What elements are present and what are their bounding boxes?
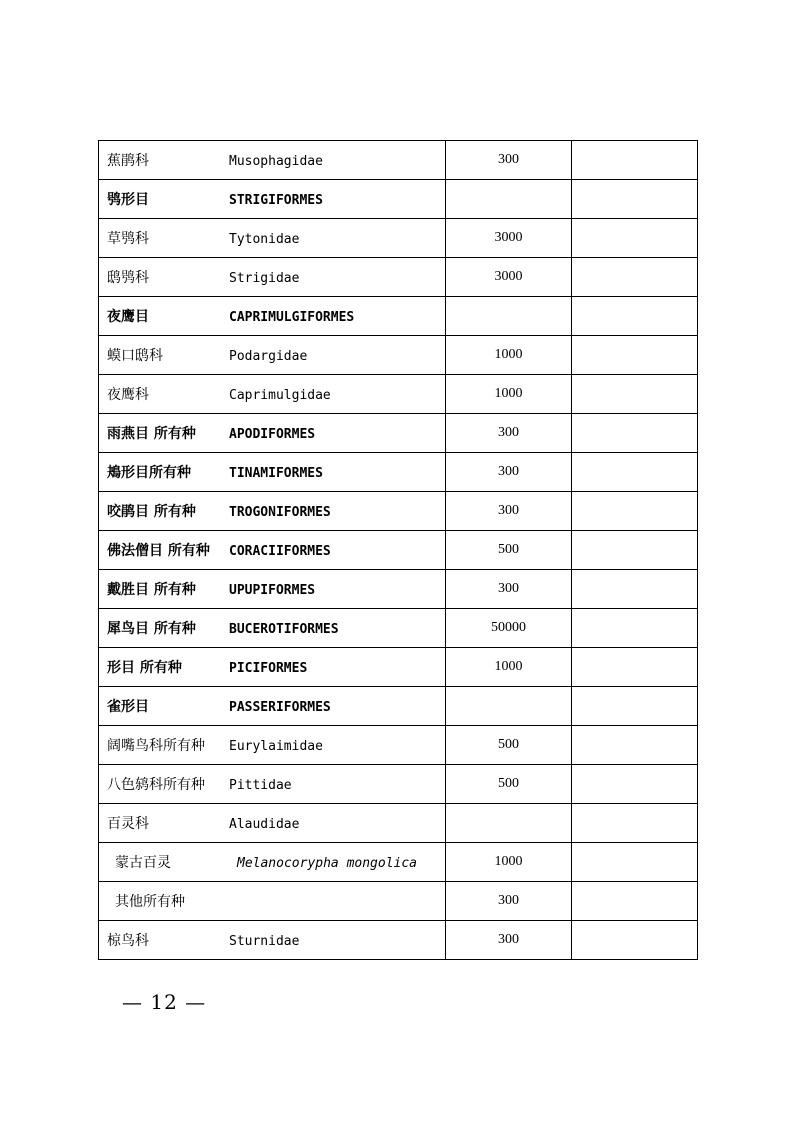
value-cell: 300 [446, 141, 572, 180]
name-cell [99, 141, 446, 180]
empty-cell [572, 843, 698, 882]
table-row [99, 141, 698, 180]
latin-name: UPUPIFORMES [229, 583, 316, 598]
name-cell [99, 531, 446, 570]
latin-name: TINAMIFORMES [229, 466, 323, 481]
name-cell [99, 882, 446, 921]
name-cell [99, 804, 446, 843]
latin-name: PASSERIFORMES [229, 700, 331, 715]
chinese-name: 夜鹰目 [107, 309, 149, 325]
name-cell [99, 648, 446, 687]
empty-cell [572, 531, 698, 570]
empty-cell [572, 570, 698, 609]
chinese-name: 雨燕目 所有种 [107, 426, 196, 442]
empty-cell [572, 687, 698, 726]
value-cell: 300 [446, 453, 572, 492]
name-cell [99, 180, 446, 219]
empty-cell [572, 804, 698, 843]
latin-name: Strigidae [229, 271, 300, 286]
value-cell: 500 [446, 765, 572, 804]
value-cell: 1000 [446, 648, 572, 687]
value-cell: 3000 [446, 219, 572, 258]
value-cell [446, 804, 572, 843]
table-row [99, 804, 698, 843]
name-cell [99, 453, 446, 492]
table-row [99, 609, 698, 648]
chinese-name: 蕉鹃科 [107, 153, 149, 169]
latin-name: Pittidae [229, 778, 292, 793]
name-cell [99, 219, 446, 258]
latin-name: Sturnidae [229, 934, 300, 949]
latin-name: APODIFORMES [229, 427, 316, 442]
value-cell: 300 [446, 921, 572, 960]
table-row [99, 648, 698, 687]
chinese-name: 雀形目 [107, 699, 149, 715]
name-cell [99, 258, 446, 297]
value-cell [446, 297, 572, 336]
value-cell: 50000 [446, 609, 572, 648]
empty-cell [572, 648, 698, 687]
empty-cell [572, 921, 698, 960]
table-body [99, 141, 698, 960]
latin-name: BUCEROTIFORMES [229, 622, 339, 637]
table-row [99, 531, 698, 570]
table-row [99, 219, 698, 258]
page-number: — 12 — [122, 990, 207, 1014]
empty-cell [572, 414, 698, 453]
name-cell [99, 570, 446, 609]
value-cell: 1000 [446, 843, 572, 882]
empty-cell [572, 492, 698, 531]
name-cell [99, 921, 446, 960]
chinese-name: 鸮形目 [107, 192, 149, 208]
table-row [99, 336, 698, 375]
value-cell: 300 [446, 570, 572, 609]
empty-cell [572, 141, 698, 180]
empty-cell [572, 609, 698, 648]
chinese-name: 佛法僧目 所有种 [107, 543, 210, 559]
chinese-name: 戴胜目 所有种 [107, 582, 196, 598]
chinese-name: 蟆口鸱科 [107, 348, 163, 364]
species-table [98, 140, 698, 960]
name-cell [99, 336, 446, 375]
empty-cell [572, 453, 698, 492]
table-row [99, 180, 698, 219]
chinese-name: 鴂形目所有种 [107, 465, 191, 481]
empty-cell [572, 882, 698, 921]
value-cell [446, 687, 572, 726]
name-cell [99, 765, 446, 804]
name-cell [99, 375, 446, 414]
value-cell: 300 [446, 414, 572, 453]
empty-cell [572, 180, 698, 219]
table-row [99, 687, 698, 726]
chinese-name: 咬鹃目 所有种 [107, 504, 196, 520]
empty-cell [572, 375, 698, 414]
latin-name: TROGONIFORMES [229, 505, 331, 520]
latin-name: Musophagidae [229, 154, 323, 169]
name-cell [99, 843, 446, 882]
name-cell [99, 492, 446, 531]
value-cell: 300 [446, 492, 572, 531]
chinese-name: 八色鸫科所有种 [107, 777, 205, 793]
value-cell: 1000 [446, 336, 572, 375]
latin-name: Melanocorypha mongolica [237, 856, 418, 871]
name-cell [99, 297, 446, 336]
chinese-name: 阔嘴鸟科所有种 [107, 738, 205, 754]
table-row [99, 570, 698, 609]
empty-cell [572, 219, 698, 258]
empty-cell [572, 258, 698, 297]
table-row [99, 843, 698, 882]
chinese-name: 形目 所有种 [107, 660, 182, 676]
latin-name: Alaudidae [229, 817, 300, 832]
name-cell [99, 726, 446, 765]
chinese-name: 蒙古百灵 [115, 855, 171, 871]
name-cell [99, 687, 446, 726]
value-cell [446, 180, 572, 219]
latin-name: Eurylaimidae [229, 739, 323, 754]
latin-name: Podargidae [229, 349, 308, 364]
table-row [99, 882, 698, 921]
table-row [99, 453, 698, 492]
chinese-name: 鸱鸮科 [107, 270, 149, 286]
chinese-name: 其他所有种 [115, 894, 185, 910]
name-cell [99, 414, 446, 453]
empty-cell [572, 726, 698, 765]
chinese-name: 百灵科 [107, 816, 149, 832]
value-cell: 3000 [446, 258, 572, 297]
chinese-name: 夜鹰科 [107, 387, 149, 403]
table-row [99, 921, 698, 960]
table-row [99, 375, 698, 414]
table-row [99, 726, 698, 765]
latin-name: Tytonidae [229, 232, 300, 247]
value-cell: 1000 [446, 375, 572, 414]
value-cell: 500 [446, 531, 572, 570]
latin-name: Caprimulgidae [229, 388, 331, 403]
latin-name: STRIGIFORMES [229, 193, 323, 208]
chinese-name: 椋鸟科 [107, 933, 149, 949]
empty-cell [572, 297, 698, 336]
table-row [99, 258, 698, 297]
empty-cell [572, 765, 698, 804]
value-cell: 300 [446, 882, 572, 921]
empty-cell [572, 336, 698, 375]
table-row [99, 765, 698, 804]
chinese-name: 犀鸟目 所有种 [107, 621, 196, 637]
latin-name: CORACIIFORMES [229, 544, 331, 559]
table-row [99, 297, 698, 336]
value-cell: 500 [446, 726, 572, 765]
table-row [99, 414, 698, 453]
latin-name: CAPRIMULGIFORMES [229, 310, 355, 325]
name-cell [99, 609, 446, 648]
chinese-name: 草鸮科 [107, 231, 149, 247]
table-row [99, 492, 698, 531]
latin-name: PICIFORMES [229, 661, 308, 676]
